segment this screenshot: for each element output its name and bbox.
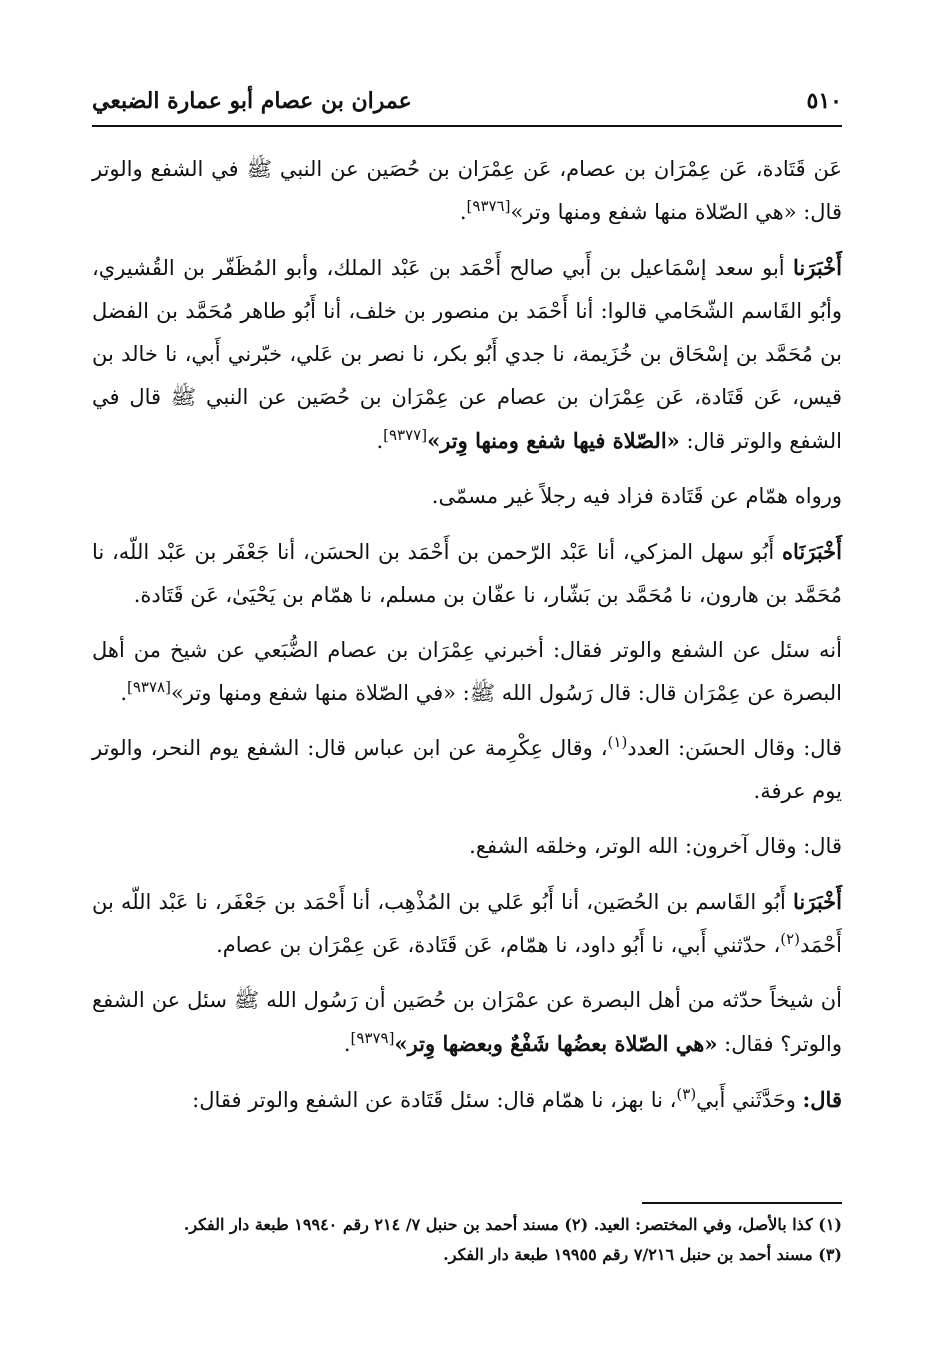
hadith-ref-number: [٩٣٧٧] [383,426,428,444]
running-title: عمران بن عصام أبو عمارة الضبعي [92,88,412,114]
header-divider [92,125,842,127]
hadith-quote: «هي الصّلاة بعضُها شَفْعٌ وبعضها وِتر» [394,1031,718,1056]
chain-lead-word: أَخْبَرَنا [793,255,842,280]
footnote-line: (٣) مسند أحمد بن حنبل ٧/٢١٦ رقم ١٩٩٥٥ طبعة دار الفكر. [443,1245,842,1264]
paragraph-5: أنه سئل عن الشفع والوتر فقال: أخبرني عِمْرَان بن عصام الضُّبَعي عن شيخ من أهل البصرة عن عِمْرَان قال: قال رَسُول الله ﷺ: «في الصّلاة منها شفع ومنها وتر»[٩٣٧٨]. [92,638,842,705]
footnote-marker: (٣) [676,1085,697,1103]
footnote-marker: (٢) [780,930,801,948]
chain-lead-word: أَخْبَرَنَاه [782,539,842,564]
hadith-ref-number: [٩٣٧٩] [350,1029,395,1047]
hadith-ref-number: [٩٣٧٦] [466,197,511,215]
paragraph-10: قال: وحَدَّثَني أَبي$^{(٣)}$، نا بهز، نا همّام قال: سئل قَتَادة عن الشفع والوتر فقال: [192,1085,842,1112]
page-header [92,82,842,122]
page-number: ٥١٠ [806,88,842,114]
footnotes [92,1210,842,1270]
footnote-divider [642,1202,842,1204]
chain-lead-word: قال: [802,1087,842,1112]
paragraph-6: قال: وقال الحسَن: العدد$^{(١)}$، وقال عِكْرِمة عن ابن عباس قال: الشفع يوم النحر، والوتر يوم عرفة. [92,733,842,803]
paragraph-2: أَخْبَرَنا أبو سعد إسْمَاعيل بن أَبي صالح أَحْمَد بن عَبْد الملك، وأبو المُظَفّر بن القُشيري، وأبُو القَاسم الشّحَامي قالوا: أنا أَحْمَد بن منصور بن خلف، أنا أَبُو طاهر مُحَمَّد بن الفضل بن مُحَمَّد بن إسْحَاق بن خُزَيمة، نا جدي أَبُو بكر، نا نصر بن عَلي، خبّرني أَبي، نا خالد بن قيس، عَن قَتَادة، عَن عِمْرَان بن عصام عن عِمْرَان بن حُصَين عن النبي ﷺ قال في الشفع والوتر قال: «الصّلاة فيها شفع ومنها وِتر»[٩٣٧٧]. [92,255,842,453]
hadith-ref-number: [٩٣٧٨] [127,678,171,696]
paragraph-7: قال: وقال آخرون: الله الوتر، وخلقه الشفع. [469,834,842,858]
paragraph-3: ورواه همّام عن قَتَادة فزاد فيه رجلاً غير مسمّى. [431,484,842,508]
paragraph-1: عَن قَتَادة، عَن عِمْرَان بن عصام، عَن عِمْرَان بن حُصَين عن النبي ﷺ في الشفع والوتر قال: «هي الصّلاة منها شفع ومنها وتر»[٩٣٧٦]. [92,157,842,224]
chain-lead-word: أَخْبَرَنا [793,889,842,914]
paragraph-4: أَخْبَرَنَاه أَبُو سهل المزكي، أنا عَبْد الرّحمن بن أَحْمَد بن الحسَن، أنا جَعْفَر بن عَبْد اللّه، نا مُحَمَّد بن هارون، نا مُحَمَّد بن بَشّار، نا عفّان بن مسلم، نا همّام بن يَحْيَىٰ، عَن قَتَادة. [92,539,842,607]
footnote-marker: (١) [607,733,628,751]
paragraph-8: أَخْبَرَنا أَبُو القَاسم بن الحُصَين، أنا أَبُو عَلي بن المُذْهِب، أنا أَحْمَد بن جَعْفَر، نا عَبْد اللّه بن أَحْمَد$^{(٢)}$، حدّثني أَبي، نا أَبُو داود، نا همّام، عَن قَتَادة، عَن عِمْرَان بن عصام. [92,889,842,957]
footnote-line: (١) كذا بالأصل، وفي المختصر: العيد. (٢) مسند أحمد بن حنبل ٧/ ٢١٤ رقم ١٩٩٤٠ طبعة دار الفكر. [183,1215,842,1234]
paragraph-9: أن شيخاً حدّثه من أهل البصرة عن عمْرَان بن حُصَين أن رَسُول الله ﷺ سئل عن الشفع والوتر؟ فقال: «هي الصّلاة بعضُها شَفْعٌ وبعضها وِتر»[٩٣٧٩]. [92,988,842,1056]
main-text [92,148,842,1134]
hadith-quote: «الصّلاة فيها شفع ومنها وِتر» [427,428,680,453]
